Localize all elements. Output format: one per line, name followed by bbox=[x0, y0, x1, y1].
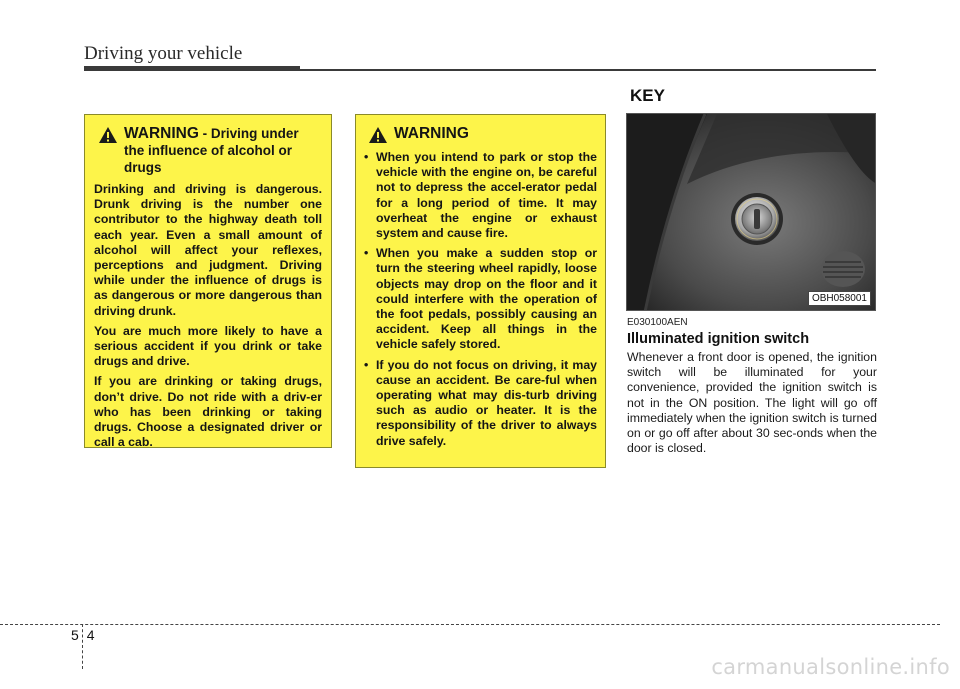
warning-bullet-text: When you intend to park or stop the vehicle with the engine on, be careful not to depress the accel-erator pedal for a long period of time. It may overheat the engine or exhaust system and cause fire. bbox=[376, 150, 597, 241]
body-paragraph: Whenever a front door is opened, the ignition switch will be illuminated for your convenience, provided the ignition switch is not in the ON position. The light will go off immediately when the ignition switch is turned on or go off after about 30 sec-onds when the door is closed. bbox=[627, 350, 877, 456]
bullet-dot-icon: • bbox=[364, 246, 369, 261]
warning-triangle-icon bbox=[368, 126, 388, 144]
warning-title bbox=[124, 125, 322, 176]
chapter-title: Driving your vehicle bbox=[84, 43, 243, 64]
warning-bullet bbox=[364, 246, 597, 352]
warning-bullet-list bbox=[364, 150, 597, 449]
warning-paragraph: Drinking and driving is dangerous. Drunk driving is the number one contributor to the highway death toll each year. Even a small amount of alcohol will affect your reflexes, perceptions and judgment. Driving while under the influence of drugs is as dangerous or more dangerous than driving drunk. bbox=[94, 182, 322, 318]
bullet-dot-icon: • bbox=[364, 150, 369, 164]
ignition-switch-illustration bbox=[627, 114, 876, 311]
page-number: 54 bbox=[71, 627, 103, 643]
warning-bullet-text: When you make a sudden stop or turn the steering wheel rapidly, loose objects may drop on the floor and it could interfere with the operation of the foot pedals, possibly causing an accident. Keep all things in the vehicle safely stored. bbox=[376, 246, 597, 352]
warning-title-label: WARNING bbox=[124, 125, 199, 142]
header-rule-thick bbox=[84, 66, 300, 71]
figure-code: OBH058001 bbox=[808, 291, 871, 306]
bullet-dot-icon: • bbox=[364, 357, 369, 372]
warning-header bbox=[364, 125, 597, 144]
warning-title-suffix: - Driving under the influence of alcohol or drugs bbox=[124, 126, 299, 175]
warning-title: WARNING bbox=[394, 125, 469, 142]
footer-rule bbox=[0, 624, 940, 625]
section-heading: KEY bbox=[630, 86, 665, 105]
warning-paragraph: If you are drinking or taking drugs, don’t drive. Do not ride with a driv-er who has been drinking or taking drugs. Choose a designated driver or call a cab. bbox=[94, 374, 322, 450]
watermark: carmanualsonline.info bbox=[711, 655, 950, 679]
header-rule-thin bbox=[300, 69, 876, 71]
warning-box-driving-safety bbox=[355, 114, 606, 468]
ignition-switch-photo bbox=[626, 113, 876, 311]
subsection-heading: Illuminated ignition switch bbox=[627, 331, 810, 347]
warning-box-alcohol-drugs bbox=[84, 114, 332, 448]
reference-code: E030100AEN bbox=[627, 317, 688, 328]
warning-bullet bbox=[364, 150, 597, 241]
warning-bullet-text: If you do not focus on driving, it may cause an accident. Be care-ful when operating what may dis-turb driving such as audio or heater. It is the responsibility of the driver to always drive safely. bbox=[376, 357, 597, 448]
warning-bullet bbox=[364, 358, 597, 449]
warning-header bbox=[94, 125, 322, 176]
warning-triangle-icon bbox=[98, 126, 118, 144]
warning-paragraph: You are much more likely to have a serious accident if you drink or take drugs and drive. bbox=[94, 323, 322, 369]
